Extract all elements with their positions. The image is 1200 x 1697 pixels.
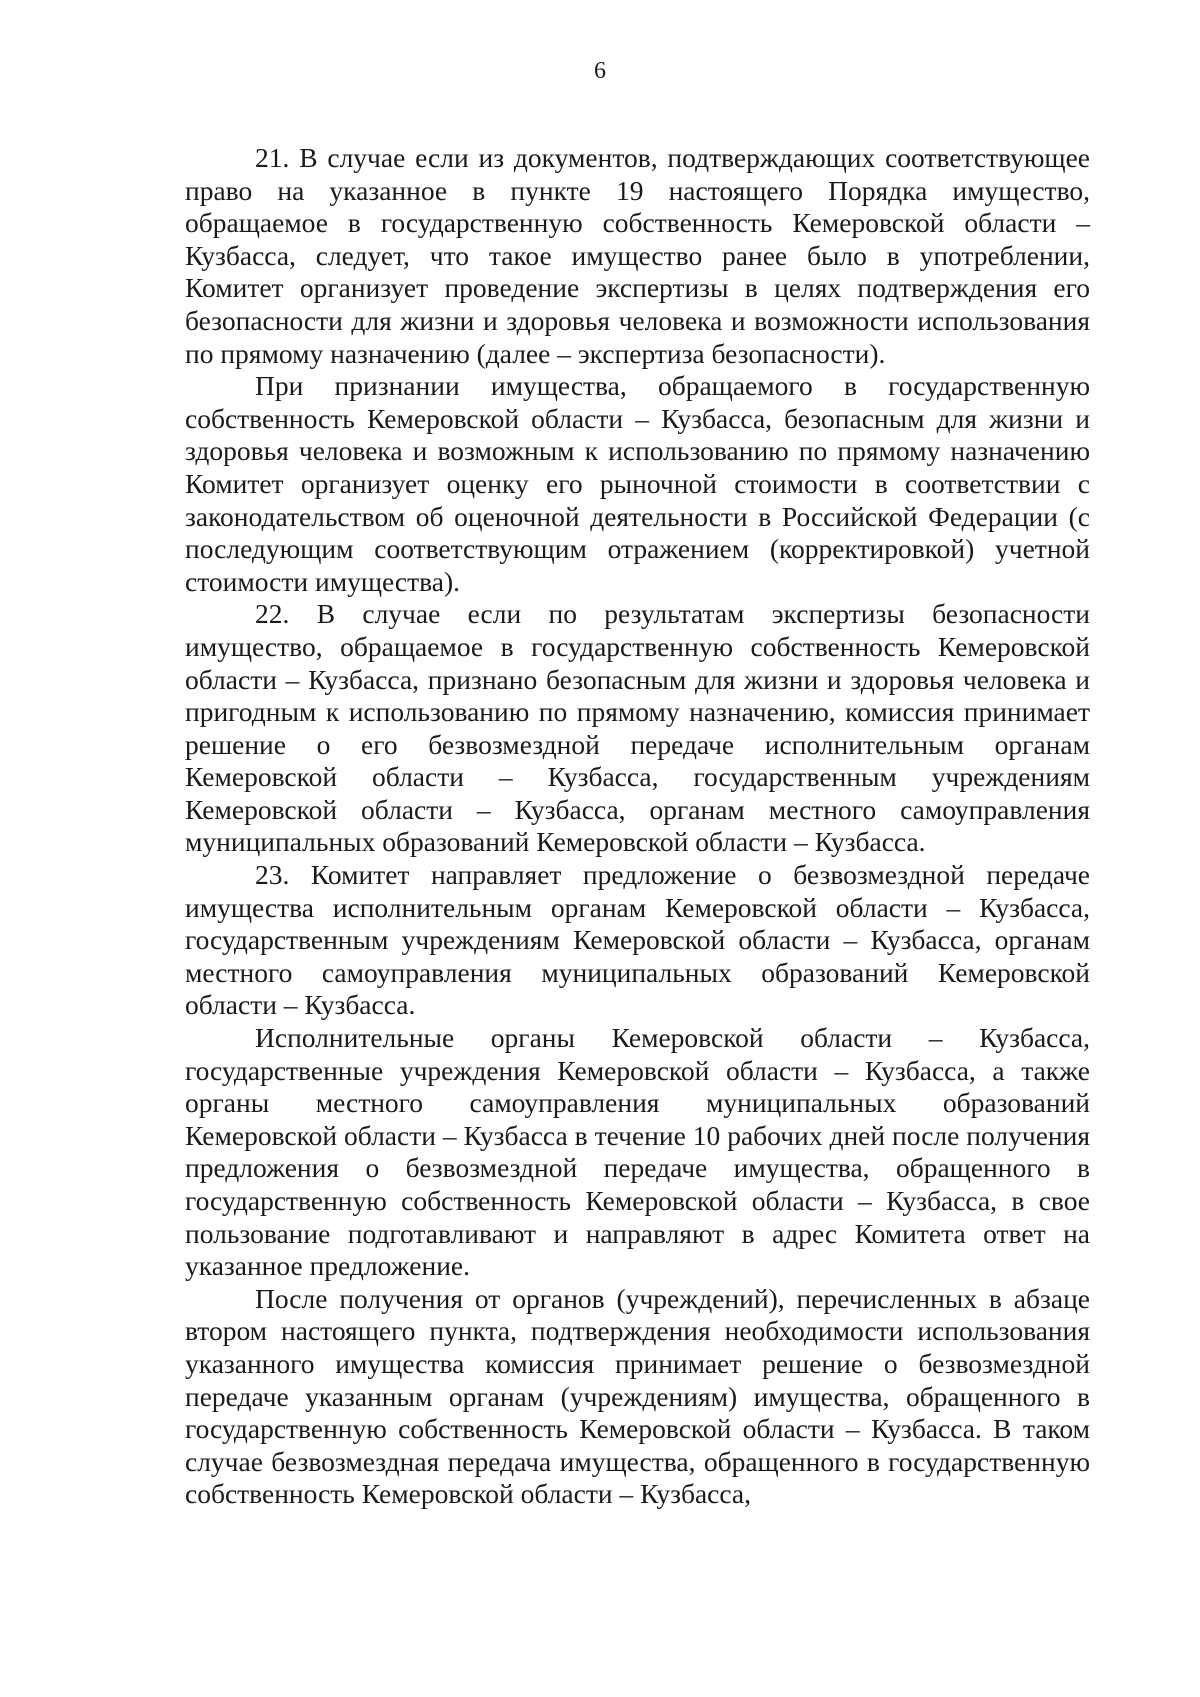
- paragraph-21: 21. В случае если из документов, подтверждающих соответствующее право на указанное в пункте 19 настоящего Порядка имущество, обращаемое в государственную собственность Кемеровской области – Кузбасса, следует, что такое имущество ранее было в употреблении, Комитет организует проведение экспертизы в целях подтверждения его безопасности для жизни и здоровья человека и возможности использования по прямому назначению (далее – экспертиза безопасности).: [185, 142, 1090, 369]
- page-number: 6: [594, 58, 606, 84]
- paragraph-23-decision: После получения от органов (учреждений), перечисленных в абзаце втором настоящего пункта, подтверждения необходимости использования указанного имущества комиссия принимает решение о безвозмездной передаче указанным органам (учреждениям) имущества, обращенного в государственную собственность Кемеровской области – Кузбасса. В таком случае безвозмездная передача имущества, обращенного в государственную собственность Кемеровской области – Кузбасса,: [185, 1282, 1090, 1510]
- paragraph-22: 22. В случае если по результатам экспертизы безопасности имущество, обращаемое в государственную собственность Кемеровской области – Кузбасса, признано безопасным для жизни и здоровья человека и пригодным к использованию по прямому назначению, комиссия принимает решение о его безвозмездной передаче исполнительным органам Кемеровской области – Кузбасса, государственным учреждениям Кемеровской области – Кузбасса, органам местного самоуправления муниципальных образований Кемеровской области – Кузбасса.: [185, 598, 1090, 858]
- document-body: [185, 142, 1090, 1511]
- paragraph-21-assessment: При признании имущества, обращаемого в государственную собственность Кемеровской области – Кузбасса, безопасным для жизни и здоровья человека и возможным к использованию по прямому назначению Комитет организует оценку его рыночной стоимости в соответствии с законодательством об оценочной деятельности в Российской Федерации (с последующим соответствующим отражением (корректировкой) учетной стоимости имущества).: [185, 370, 1090, 597]
- paragraph-23-response: Исполнительные органы Кемеровской области – Кузбасса, государственные учреждения Кемеровской области – Кузбасса, а также органы местного самоуправления муниципальных образований Кемеровской области – Кузбасса в течение 10 рабочих дней после получения предложения о безвозмездной передаче имущества, обращенного в государственную собственность Кемеровской области – Кузбасса, в свое пользование подготавливают и направляют в адрес Комитета ответ на указанное предложение.: [185, 1022, 1090, 1282]
- paragraph-23: 23. Комитет направляет предложение о безвозмездной передаче имущества исполнительным органам Кемеровской области – Кузбасса, государственным учреждениям Кемеровской области – Кузбасса, органам местного самоуправления муниципальных образований Кемеровской области – Кузбасса.: [185, 859, 1090, 1021]
